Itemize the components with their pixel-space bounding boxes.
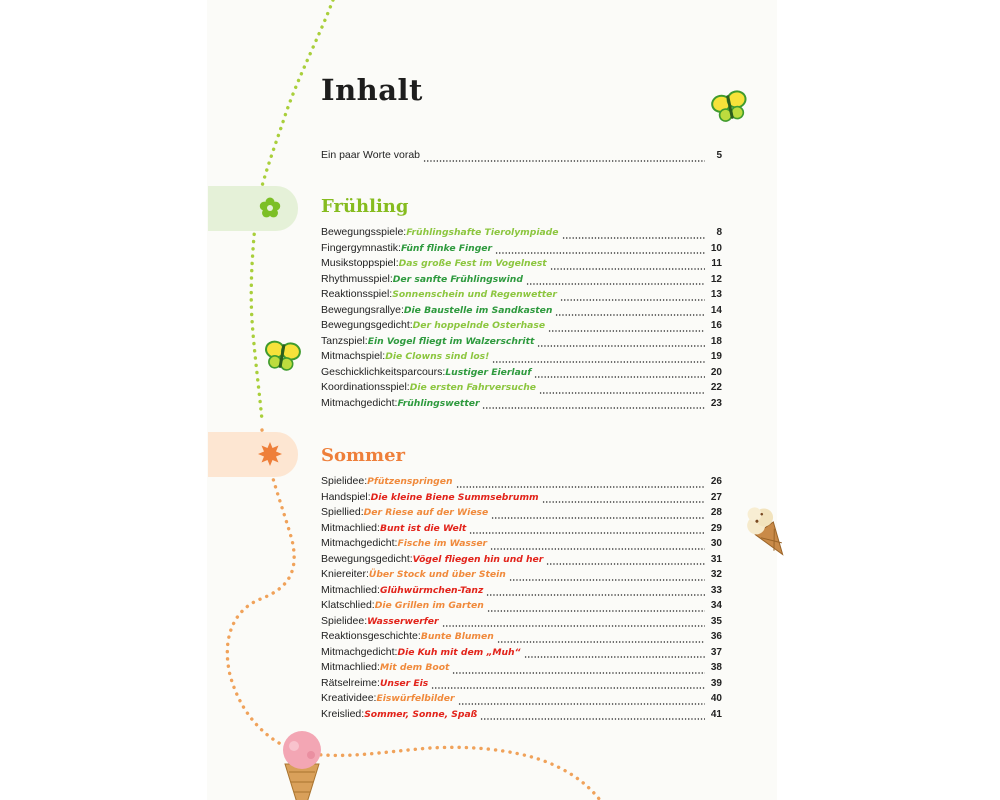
toc-entry-label: Reaktionsgeschichte: — [321, 630, 421, 642]
dot-leader — [546, 563, 705, 565]
toc-entry-label: Kreatividee: — [321, 692, 377, 704]
toc-page-number: 11 — [711, 258, 722, 269]
toc-entry[interactable] — [321, 475, 722, 491]
spring-section-tab — [208, 186, 298, 231]
toc-entry-title: Sommer, Sonne, Spaß — [364, 708, 478, 720]
toc-page-number: 39 — [710, 677, 722, 689]
dot-leader — [486, 594, 705, 596]
toc-entry-label: Kreislied: — [321, 707, 365, 720]
toc-entry[interactable] — [321, 522, 722, 538]
dot-leader — [452, 672, 705, 674]
toc-entry[interactable] — [321, 661, 722, 677]
toc-page-number: 30 — [710, 538, 722, 549]
dot-leader — [560, 299, 705, 301]
toc-entry-title: Vögel fliegen hin und her — [412, 553, 544, 565]
toc-entry-title: Der hoppelnde Osterhase — [412, 320, 546, 331]
toc-entry-title: Glühwürmchen-Tanz — [379, 584, 484, 596]
summer-toc-list — [321, 475, 722, 723]
toc-entry-label: Reaktionsspiel: — [321, 288, 393, 300]
toc-page-number: 31 — [710, 553, 722, 565]
toc-page-number: 34 — [710, 600, 722, 611]
dot-leader — [469, 532, 705, 534]
toc-page-number: 10 — [710, 242, 722, 254]
toc-page-number: 41 — [710, 708, 722, 720]
toc-entry-title: Der Riese auf der Wiese — [363, 507, 489, 518]
toc-entry[interactable] — [321, 568, 722, 584]
toc-entry-title: Fische im Wasser — [397, 538, 488, 549]
toc-entry-label: Tanzspiel: — [321, 334, 368, 347]
toc-entry-title: Frühlingshafte Tierolympiade — [406, 227, 559, 238]
toc-page-number: 22 — [710, 382, 722, 393]
spring-heading: Frühling — [321, 196, 409, 217]
toc-page-number: 13 — [710, 289, 722, 300]
summer-heading: Sommer — [321, 445, 406, 466]
toc-entry[interactable] — [321, 692, 722, 708]
summer-section-tab — [208, 432, 298, 477]
dot-leader — [509, 579, 705, 581]
toc-entry-label: Bewegungsspiele: — [321, 226, 407, 238]
toc-entry[interactable] — [321, 381, 722, 397]
toc-entry-title: Bunte Blumen — [420, 631, 494, 642]
toc-entry[interactable] — [321, 288, 722, 304]
toc-entry-title: Fünf flinke Finger — [400, 242, 493, 254]
toc-entry[interactable] — [321, 708, 722, 724]
toc-page-number: 16 — [710, 320, 722, 331]
dot-leader — [542, 501, 705, 503]
flower-icon — [258, 196, 282, 220]
dot-leader — [539, 392, 705, 394]
toc-entry[interactable] — [321, 226, 722, 242]
toc-entry-label: Spielidee: — [321, 475, 368, 487]
toc-entry[interactable] — [321, 350, 722, 366]
sun-icon — [258, 442, 282, 466]
spring-toc-list — [321, 226, 722, 412]
toc-entry-title: Pfützenspringen — [367, 476, 453, 487]
dot-leader — [534, 376, 705, 378]
toc-entry[interactable] — [321, 257, 722, 273]
toc-entry-label: Bewegungsgedicht: — [321, 319, 413, 331]
toc-entry-label: Mitmachgedicht: — [321, 537, 398, 549]
toc-entry-title: Mit dem Boot — [379, 662, 450, 673]
dot-leader — [490, 548, 705, 550]
toc-entry-label: Mitmachgedicht: — [321, 396, 398, 409]
toc-entry-label: Mitmachspiel: — [321, 350, 386, 362]
intro-toc — [321, 149, 722, 165]
toc-entry-label: Musikstoppspiel: — [321, 257, 399, 269]
toc-page-number: 19 — [710, 351, 722, 362]
toc-entry-title: Die ersten Fahrversuche — [409, 382, 537, 393]
toc-entry-label: Rätselreime: — [321, 676, 380, 689]
toc-entry-label: Spielidee: — [321, 614, 368, 627]
toc-page-number: 26 — [710, 476, 722, 487]
toc-entry-label: Koordinationsspiel: — [321, 381, 410, 393]
toc-entry[interactable] — [321, 273, 722, 289]
toc-entry-title: Eiswürfelbilder — [376, 693, 455, 704]
toc-entry[interactable] — [321, 366, 722, 382]
dot-leader — [482, 407, 705, 409]
dot-leader — [562, 237, 706, 239]
toc-page-number: 35 — [710, 615, 722, 627]
toc-entry[interactable] — [321, 506, 722, 522]
toc-entry[interactable] — [321, 584, 722, 600]
toc-entry-title: Über Stock und über Stein — [368, 569, 506, 580]
toc-page-number: 23 — [710, 397, 722, 409]
toc-page-number: 5 — [716, 150, 722, 161]
toc-entry-label: Bewegungsgedicht: — [321, 552, 413, 565]
toc-page-number: 33 — [710, 584, 722, 596]
dot-leader — [497, 641, 705, 643]
toc-entry-title: Die Baustelle im Sandkasten — [403, 304, 553, 316]
dot-leader — [431, 687, 705, 689]
toc-entry-title: Sonnenschein und Regenwetter — [392, 289, 557, 300]
dot-leader — [456, 486, 705, 488]
toc-entry-label: Spiellied: — [321, 506, 364, 518]
toc-entry-title: Das große Fest im Vogelnest — [398, 258, 547, 269]
toc-entry-title: Bunt ist die Welt — [379, 522, 467, 534]
toc-entry[interactable] — [321, 630, 722, 646]
toc-entry-intro[interactable] — [321, 149, 722, 165]
toc-entry-title: Wasserwerfer — [367, 615, 439, 627]
toc-entry[interactable] — [321, 553, 722, 569]
dot-leader — [550, 268, 705, 270]
toc-entry-title: Der sanfte Frühlingswind — [392, 273, 523, 285]
toc-entry-label: Geschicklichkeitsparcours: — [321, 365, 446, 378]
dot-leader — [555, 314, 705, 316]
toc-page-number: 14 — [710, 304, 722, 316]
toc-entry[interactable] — [321, 677, 722, 693]
toc-entry-label: Bewegungsrallye: — [321, 303, 404, 316]
toc-page-number: 27 — [710, 491, 722, 503]
toc-page-number: 29 — [710, 522, 722, 534]
dot-leader — [548, 330, 705, 332]
toc-page-number: 38 — [710, 662, 722, 673]
dot-leader — [480, 718, 705, 720]
toc-entry[interactable] — [321, 242, 722, 258]
dot-leader — [458, 703, 706, 705]
dot-leader — [537, 345, 705, 347]
toc-entry-title: Die kleine Biene Summsebrumm — [370, 491, 539, 503]
toc-entry[interactable] — [321, 646, 722, 662]
toc-page-number: 8 — [716, 227, 722, 238]
toc-entry-label: Rhythmusspiel: — [321, 272, 393, 285]
dot-leader — [526, 283, 705, 285]
toc-page-number: 32 — [710, 569, 722, 580]
toc-entry-title: Die Kuh mit dem „Muh“ — [397, 646, 521, 658]
toc-entry[interactable] — [321, 599, 722, 615]
toc-entry-title: Frühlingswetter — [397, 397, 480, 409]
toc-page-number: 40 — [710, 693, 722, 704]
dot-leader — [423, 160, 705, 162]
toc-entry-label: Mitmachlied: — [321, 583, 380, 596]
toc-entry[interactable] — [321, 397, 722, 413]
toc-entry-label: Fingergymnastik: — [321, 241, 401, 254]
toc-entry[interactable] — [321, 537, 722, 553]
toc-page-number: 37 — [710, 646, 722, 658]
toc-entry-label: Handspiel: — [321, 490, 371, 503]
toc-entry-title: Die Clowns sind los! — [385, 351, 490, 362]
toc-page-number: 36 — [710, 631, 722, 642]
toc-entry[interactable] — [321, 615, 722, 631]
dot-leader — [492, 361, 705, 363]
toc-entry-label: Klatschlied: — [321, 599, 375, 611]
toc-page-number: 18 — [710, 335, 722, 347]
toc-entry-title: Lustiger Eierlauf — [445, 366, 532, 378]
page-title: Inhalt — [321, 73, 423, 107]
toc-page-number: 12 — [710, 273, 722, 285]
toc-page-number: 20 — [710, 366, 722, 378]
toc-entry[interactable] — [321, 319, 722, 335]
toc-entry-label: Ein paar Worte vorab — [321, 149, 421, 161]
toc-entry-title: Unser Eis — [379, 677, 429, 689]
toc-entry-label: Mitmachlied: — [321, 661, 380, 673]
toc-entry[interactable] — [321, 335, 722, 351]
dot-leader — [524, 656, 705, 658]
toc-entry-label: Mitmachlied: — [321, 521, 380, 534]
dot-leader — [487, 610, 705, 612]
dot-leader — [495, 252, 705, 254]
toc-page-number: 28 — [710, 507, 722, 518]
dot-leader — [442, 625, 705, 627]
toc-entry[interactable] — [321, 304, 722, 320]
toc-entry[interactable] — [321, 491, 722, 507]
toc-entry-title: Die Grillen im Garten — [374, 600, 484, 611]
dot-leader — [491, 517, 705, 519]
toc-entry-label: Mitmachgedicht: — [321, 645, 398, 658]
toc-entry-label: Kniereiter: — [321, 568, 369, 580]
toc-entry-title: Ein Vogel fliegt im Walzerschritt — [367, 335, 535, 347]
